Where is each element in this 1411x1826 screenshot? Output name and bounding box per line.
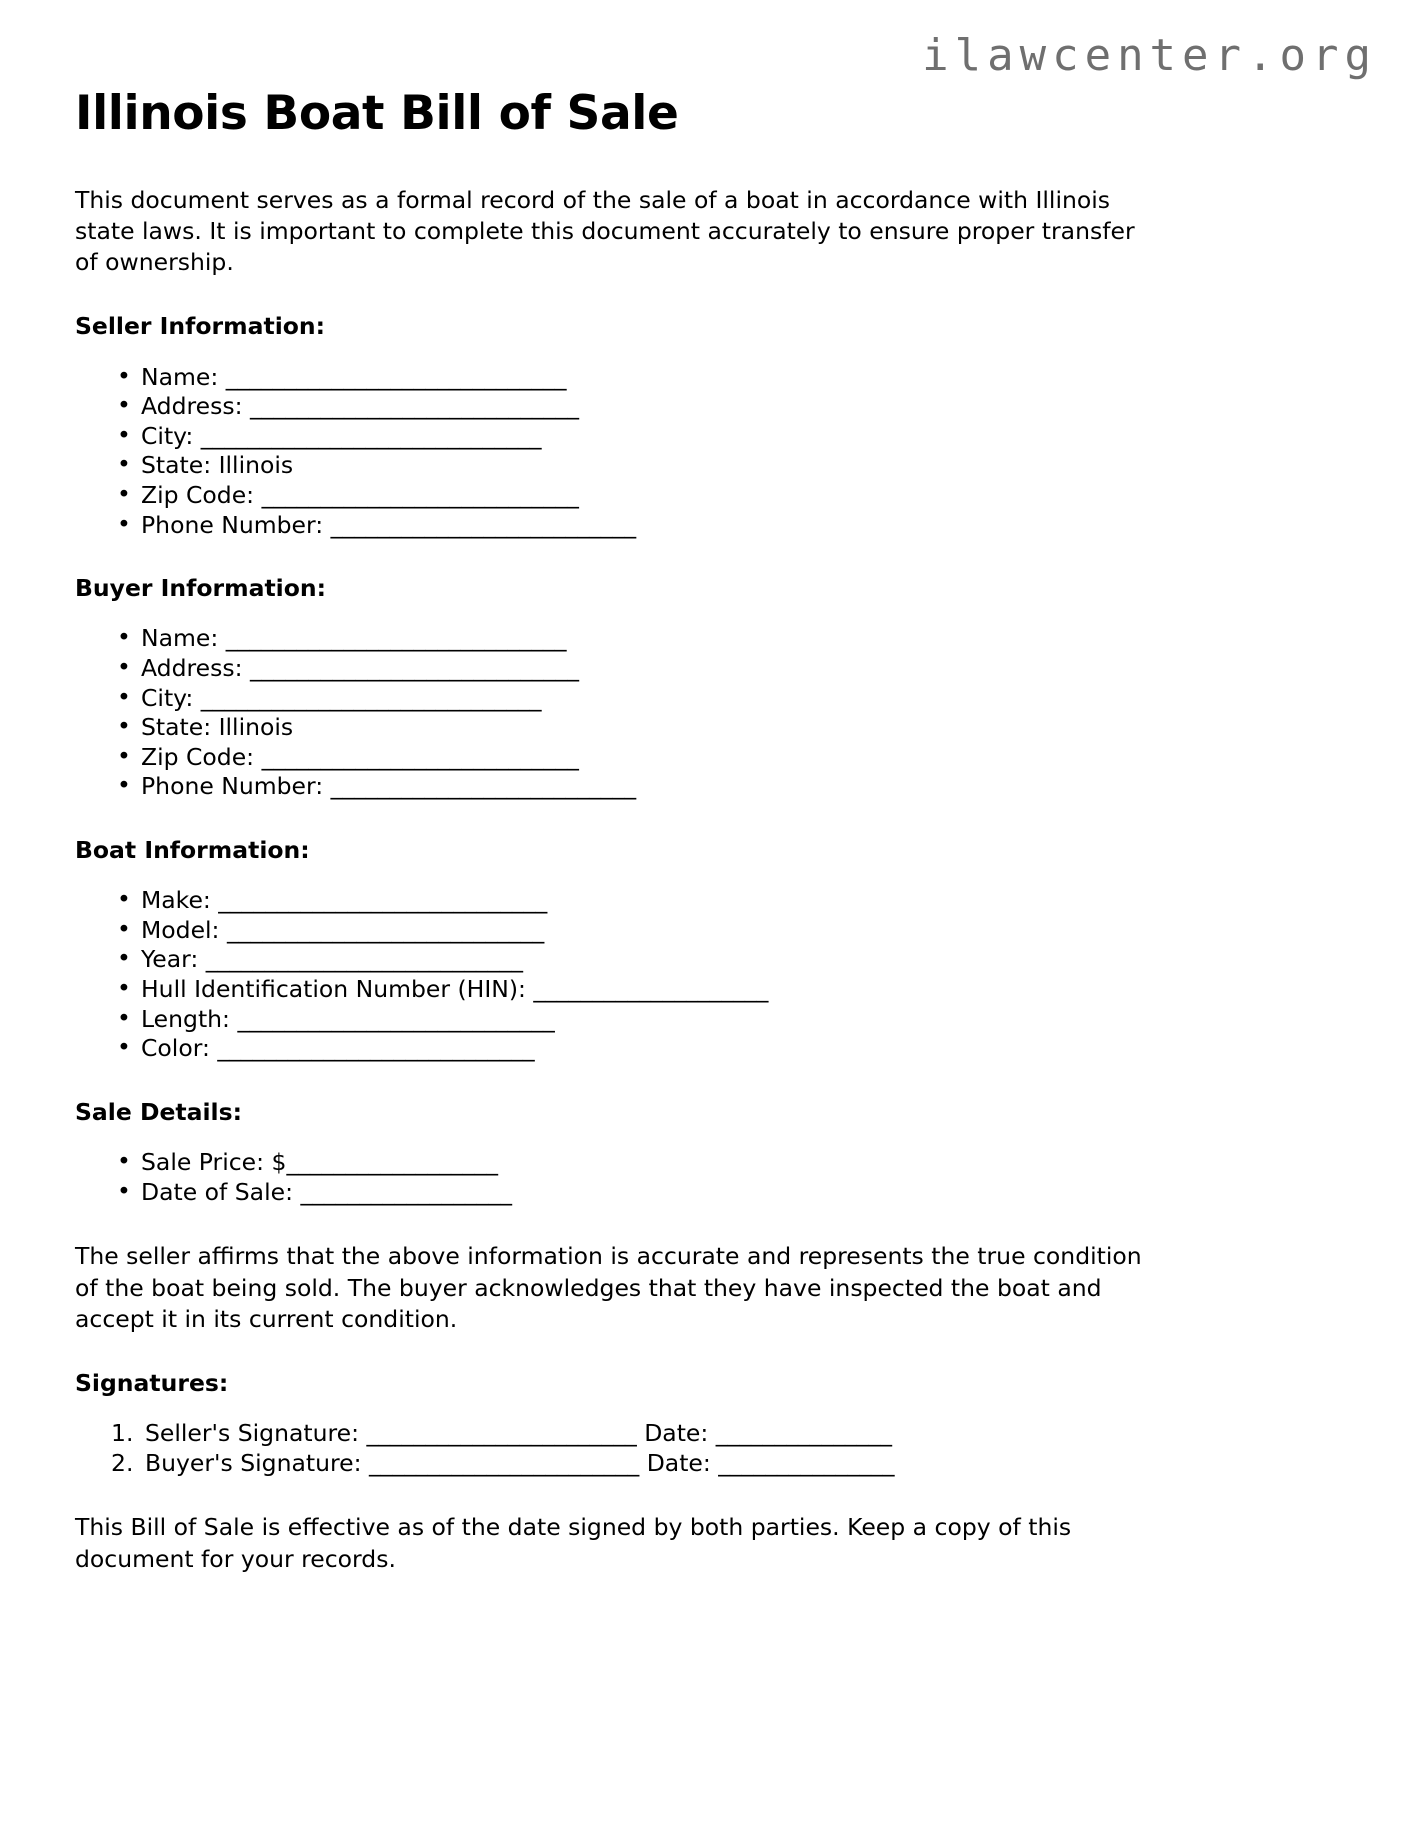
closing-paragraph: This Bill of Sale is effective as of the date signed by both parties. Keep a copy of this document for your records. bbox=[75, 1513, 1072, 1573]
list-item: • Name: _____________________________ bbox=[117, 624, 1345, 654]
signatures-list bbox=[75, 1419, 1345, 1478]
signatures-heading: Signatures: bbox=[75, 1369, 229, 1398]
list-item: • Hull Identification Number (HIN): ____________________ bbox=[117, 975, 1345, 1005]
list-item: • Zip Code: ___________________________ bbox=[117, 481, 1345, 511]
list-item: • State: Illinois bbox=[117, 713, 1345, 743]
list-item: • Name: _____________________________ bbox=[117, 363, 1345, 393]
buyer-information-list bbox=[75, 624, 1345, 802]
list-item: • City: _____________________________ bbox=[117, 422, 1345, 452]
list-item: • Color: ___________________________ bbox=[117, 1034, 1345, 1064]
list-item: • City: _____________________________ bbox=[117, 684, 1345, 714]
list-item: • Zip Code: ___________________________ bbox=[117, 743, 1345, 773]
buyer-information-heading: Buyer Information: bbox=[75, 574, 327, 603]
list-item: • Date of Sale: __________________ bbox=[117, 1178, 1345, 1208]
page-title: Illinois Boat Bill of Sale bbox=[75, 86, 679, 141]
document-body bbox=[75, 88, 1345, 1609]
boat-information-heading: Boat Information: bbox=[75, 836, 310, 865]
site-watermark: ilawcenter.org bbox=[922, 30, 1377, 81]
list-item: • Phone Number: __________________________ bbox=[117, 772, 1345, 802]
boat-information-list bbox=[75, 886, 1345, 1064]
affirmation-paragraph: The seller affirms that the above information is accurate and represents the true condition of the boat being sold. The buyer acknowledges that they have inspected the boat and accept it in its current condition. bbox=[75, 1242, 1142, 1333]
intro-paragraph: This document serves as a formal record of the sale of a boat in accordance with Illinois state laws. It is important to complete this document accurately to ensure proper transfer of ownership. bbox=[75, 185, 1135, 277]
sale-details-heading: Sale Details: bbox=[75, 1097, 242, 1126]
list-item: • Make: ____________________________ bbox=[117, 886, 1345, 916]
list-item: • State: Illinois bbox=[117, 451, 1345, 481]
list-item: Buyer's Signature: _______________________ Date: _______________ bbox=[145, 1448, 895, 1477]
list-item: Seller's Signature: _______________________ Date: _______________ bbox=[145, 1419, 893, 1448]
list-item: • Phone Number: __________________________ bbox=[117, 511, 1345, 541]
sale-details-list bbox=[75, 1148, 1345, 1207]
seller-information-list bbox=[75, 363, 1345, 541]
list-item: • Address: ____________________________ bbox=[117, 392, 1345, 422]
list-item: • Model: ___________________________ bbox=[117, 916, 1345, 946]
seller-information-heading: Seller Information: bbox=[75, 312, 326, 341]
list-item: • Address: ____________________________ bbox=[117, 654, 1345, 684]
list-item: • Length: ___________________________ bbox=[117, 1005, 1345, 1035]
list-item: • Sale Price: $__________________ bbox=[117, 1148, 1345, 1178]
list-item: • Year: ___________________________ bbox=[117, 945, 1345, 975]
